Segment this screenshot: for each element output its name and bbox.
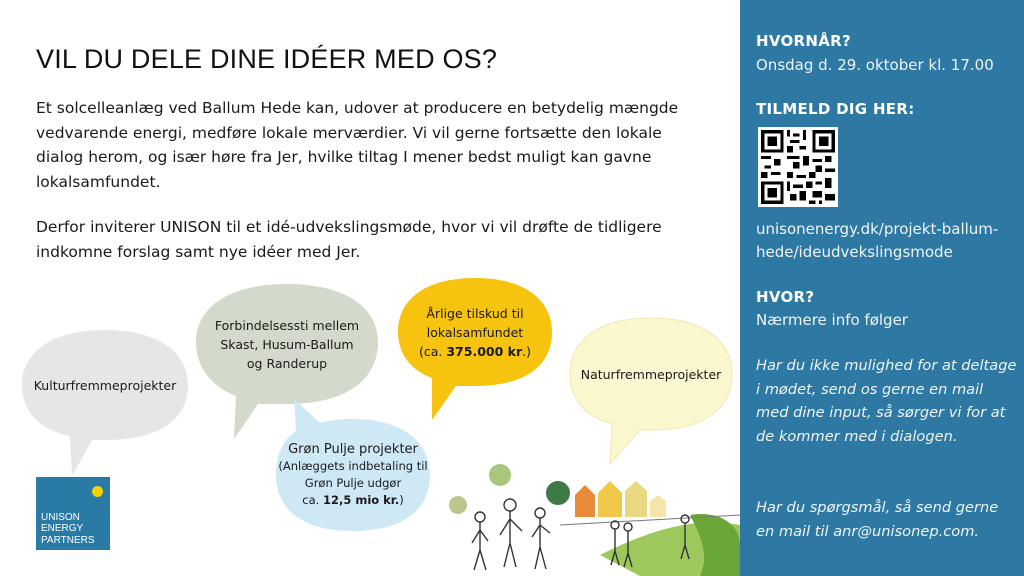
note-no-attendance: Har du ikke mulighed for at deltage i mødet, send os gerne en mail med dine input, så sørger vi for at de kommer med i dialogen.: [756, 357, 1017, 445]
where-value: Nærmere info følger: [756, 311, 908, 329]
bubble-forbindelse-text: Forbindelsessti mellem Skast, Husum-Ballum og Randerup: [214, 317, 360, 371]
when-label: HVORNÅR?: [756, 32, 852, 50]
pulje-title: Grøn Pulje projekter: [288, 442, 418, 457]
bubble-natur: [570, 318, 732, 430]
logo-text: [41, 512, 95, 547]
tilskud-amount: 375.000 kr: [446, 343, 523, 359]
note-questions: Har du spørgsmål, så send gerne en mail til anr@unisonep.com.: [756, 499, 999, 540]
bubble-natur-text: Naturfremmeprojekter: [580, 366, 722, 382]
bubble-tilskud: [398, 278, 552, 386]
when-value: Onsdag d. 29. oktober kl. 17.00: [756, 56, 994, 74]
where-label: HVOR?: [756, 288, 815, 306]
info-panel: [740, 0, 1024, 576]
qr-code-icon[interactable]: [758, 127, 838, 207]
invite-paragraph: Derfor inviterer UNISON til et idé-udvekslingsmøde, hvor vi vil drøfte de tidligere indkomne forslag samt nye idéer med Jer.: [36, 218, 662, 261]
page-title: VIL DU DELE DINE IDÉER MED OS?: [36, 44, 498, 74]
tilskud-prefix: (ca.: [419, 343, 447, 359]
community-illustration: [440, 455, 740, 576]
signup-label: TILMELD DIG HER:: [756, 100, 915, 118]
tilskud-suffix: .): [522, 343, 531, 359]
trees-icon: [449, 464, 570, 514]
unison-logo: [36, 477, 110, 550]
bubble-kultur-text: Kulturfremmeprojekter: [33, 377, 177, 393]
bubble-kultur: [22, 330, 188, 440]
houses-icon: [575, 481, 666, 517]
signup-url[interactable]: unisonenergy.dk/projekt-ballum-hede/ideudvekslingsmode: [756, 220, 999, 261]
pulje-line2: Grøn Pulje udgør: [304, 476, 402, 490]
logo-line2: ENERGY: [41, 523, 84, 534]
pulje-prefix: ca.: [302, 493, 323, 507]
pulje-line1: (Anlæggets indbetaling til: [278, 459, 428, 473]
bubble-pulje-text: [278, 441, 427, 509]
bubble-forbindelse: [196, 284, 378, 404]
logo-line3: PARTNERS: [41, 534, 95, 546]
tilskud-line1: Årlige tilskud til: [426, 305, 524, 321]
pulje-amount: 12,5 mio kr.: [322, 493, 400, 507]
pulje-suffix: ): [399, 493, 404, 507]
logo-line1: UNISON: [41, 511, 80, 523]
intro-paragraph: Et solcelleanlæg ved Ballum Hede kan, udover at producere en betydelig mængde vedvarende energi, medføre lokale merværdier. Vi vil gerne fortsætte den lokale dialog herom, og især høre fra Jer, hvilke tiltag I mener bedst muligt kan gavne lokalsamfundet.: [36, 99, 679, 191]
speech-bubble-shape: [570, 318, 732, 468]
logo-sun-dot: [92, 486, 103, 497]
tilskud-line2: lokalsamfundet: [426, 324, 524, 340]
speech-bubble-shape: [22, 330, 188, 480]
bubble-pulje: [276, 419, 430, 531]
bubble-tilskud-text: [419, 304, 531, 361]
